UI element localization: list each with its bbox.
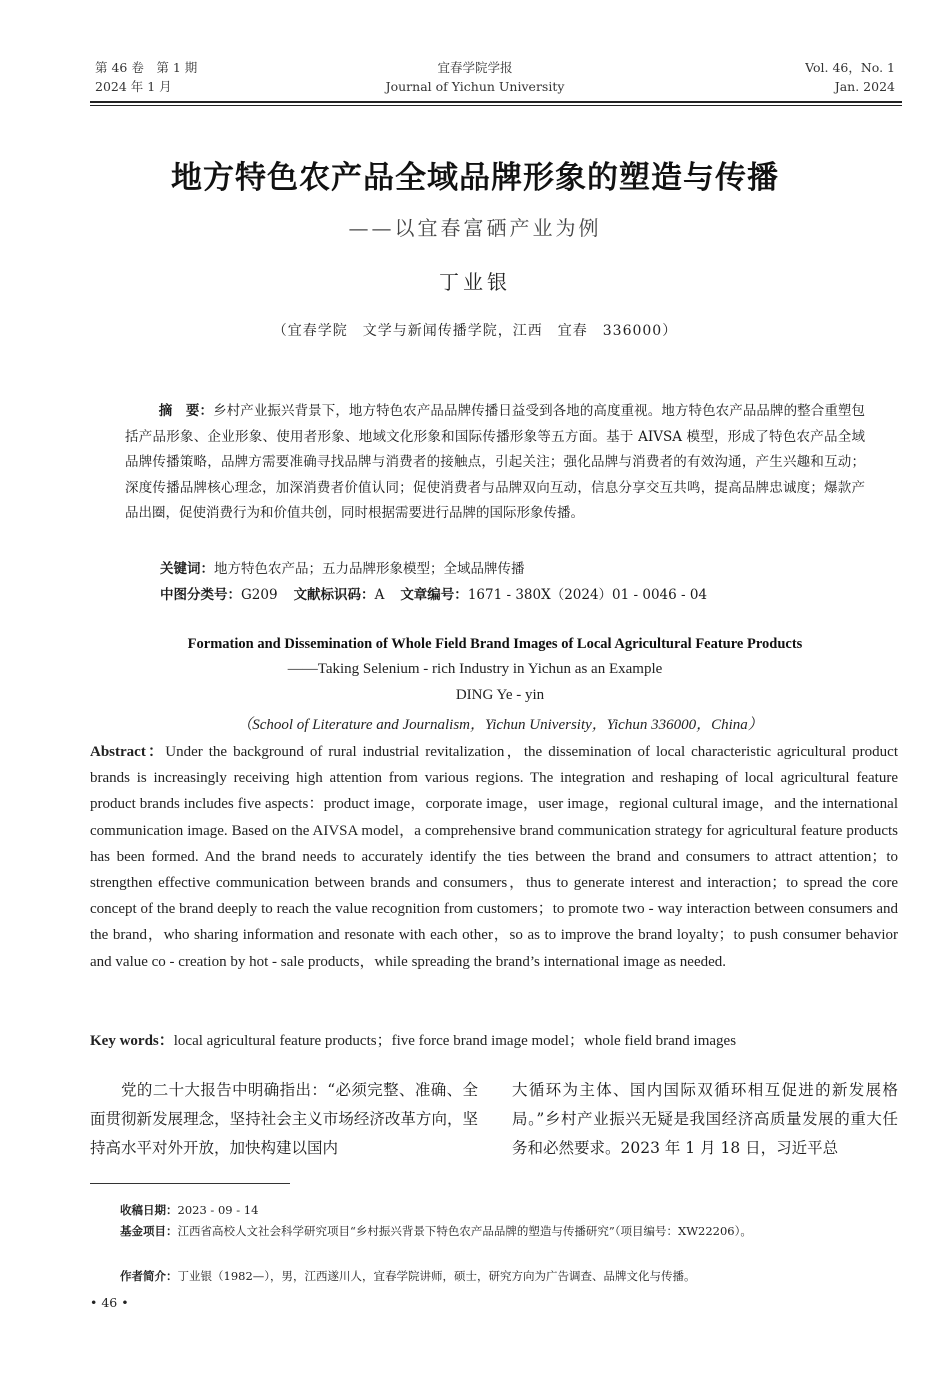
issue-date-en: Jan. 2024 — [834, 79, 895, 94]
article-no-value: 1671 - 380X（2024）01 - 0046 - 04 — [467, 587, 708, 603]
bio-label: 作者简介： — [120, 1269, 178, 1283]
journal-volume-info-en — [805, 58, 895, 96]
journal-name-cn: 宜春学院学报 — [437, 60, 513, 75]
volume-issue-en: Vol. 46，No. 1 — [805, 60, 895, 75]
received-label: 收稿日期： — [120, 1203, 178, 1217]
english-keywords — [90, 1029, 898, 1053]
article-no-label: 文章编号： — [400, 587, 468, 603]
footnote-received — [120, 1200, 898, 1221]
footnote-fund — [120, 1221, 898, 1242]
fund-label: 基金项目： — [120, 1224, 178, 1238]
body-right-column: 大循环为主体、国内国际双循环相互促进的新发展格局。”乡村产业振兴无疑是我国经济高质量发展的重大任务和必然要求。2023 年 1 月 18 日，习近平总 — [512, 1081, 898, 1157]
chinese-abstract — [125, 399, 865, 527]
article-title: 地方特色农产品全域品牌形象的塑造与传播 — [171, 160, 779, 196]
classification-line — [160, 582, 880, 608]
issue-date-cn: 2024 年 1 月 — [95, 79, 172, 94]
keywords-text: 地方特色农产品；五力品牌形象模型；全域品牌传播 — [214, 561, 525, 577]
english-abstract-text: Under the background of rural industrial revitalization，the dissemination of local characteristic agricultural product brands is increasingly receiving high attention from various regions. The integration and reshaping of local agricultural feature product brands includes five aspects：product image，corporate image，user image，regional cultural image，and the international communication image. Based on the AIVSA model，a comprehensive brand communication strategy for agricultural feature products has been formed. And the brand needs to accurately identify the ties between the brand and consumers to attract attention；to strengthen effective communication between brands and consumers，thus to generate interest and interaction；to spread the core concept of the brand deeply to reach the value recognition from customers；to promote two - way interaction between consumers and the brand，who sharing information and resonate with each other，so as to improve the brand loyalty；to push consumer behavior and value co - creation by hot - sale products，while spreading the brand’s international image as needed. — [90, 744, 898, 970]
abstract-label: 摘 要： — [158, 403, 214, 419]
article-subtitle: ——以宜春富硒产业为例 — [348, 216, 602, 240]
page-number: • 46 • — [90, 1295, 129, 1310]
volume-issue: 第 46 卷 第 1 期 — [95, 60, 198, 75]
english-affiliation: （School of Literature and Journalism，Yichun University，Yichun 336000，China） — [237, 717, 763, 733]
doc-code-value: A — [374, 587, 385, 603]
doc-code-label: 文献标识码： — [293, 587, 375, 603]
received-date: 2023 - 09 - 14 — [177, 1203, 259, 1217]
bio-text: 丁业银（1982—），男，江西遂川人，宜春学院讲师，硕士，研究方向为广告调查、品牌文化与传播。 — [177, 1269, 696, 1283]
english-title: Formation and Dissemination of Whole Field Brand Images of Local Agricultural Feature Products — [187, 636, 803, 652]
english-author: DING Ye - yin — [455, 687, 545, 703]
keywords-label: 关键词： — [160, 561, 214, 577]
article-author: 丁业银 — [439, 270, 511, 294]
english-keywords-label: Key words： — [90, 1033, 174, 1049]
footnote-rule — [90, 1183, 290, 1184]
footnote-author-bio — [120, 1266, 898, 1287]
english-abstract-label: Abstract： — [90, 744, 166, 760]
header-rule-thin — [90, 105, 902, 106]
english-subtitle: ——Taking Selenium - rich Industry in Yichun as an Example — [287, 661, 663, 677]
abstract-text: 乡村产业振兴背景下，地方特色农产品品牌传播日益受到各地的高度重视。地方特色农产品品牌的整合重塑包括产品形象、企业形象、使用者形象、地域文化形象和国际传播形象等五方面。基于 AIVSA 模型，形成了特色农产品全域品牌传播策略，品牌方需要准确寻找品牌与消费者的接触点，引起关注；强化品牌与消费者的有效沟通，产生兴趣和互动；深度传播品牌核心理念，加深消费者价值认同；促使消费者与品牌双向互动，信息分享交互共鸣，提高品牌忠诚度；爆款产品出圈，促使消费行为和价值共创，同时根据需要进行品牌的国际形象传播。 — [125, 403, 866, 522]
english-keywords-text: local agricultural feature products；five force brand image model；whole field brand images — [173, 1033, 737, 1049]
author-affiliation: （宜春学院 文学与新闻传播学院，江西 宜春 336000） — [272, 323, 678, 339]
chinese-keywords — [160, 556, 880, 582]
journal-name-en: Journal of Yichun University — [385, 79, 565, 94]
clc-label: 中图分类号： — [160, 587, 241, 603]
fund-text: 江西省高校人文社会科学研究项目“乡村振兴背景下特色农产品品牌的塑造与传播研究”（项目编号：XW22206）。 — [177, 1224, 752, 1238]
body-left-column: 党的二十大报告中明确指出：“必须完整、准确、全面贯彻新发展理念，坚持社会主义市场经济改革方向，坚持高水平对外开放，加快构建以国内 — [90, 1081, 478, 1157]
header-rule-thick — [90, 101, 902, 103]
clc-value: G209 — [241, 587, 278, 603]
english-abstract — [90, 739, 898, 975]
